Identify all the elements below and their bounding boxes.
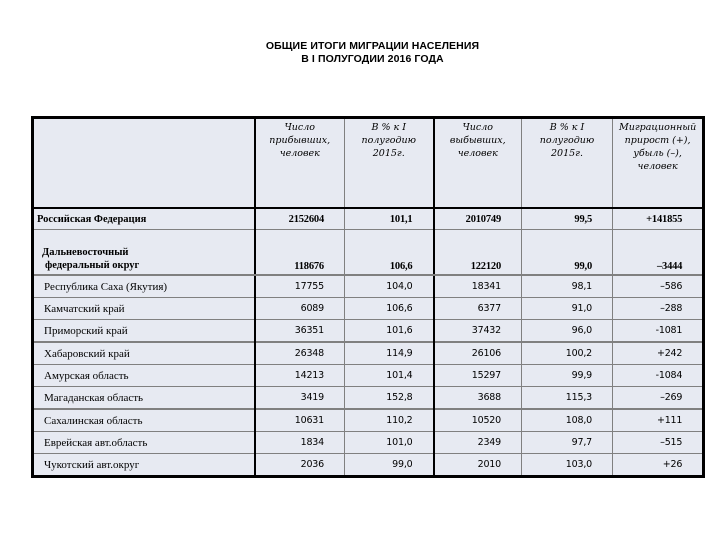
table-row [33, 432, 704, 454]
departed-pct-value: 98,1 [522, 275, 613, 298]
table-row-total [33, 208, 704, 230]
arrived-value: 14213 [255, 365, 345, 387]
arrived-value: 26348 [255, 342, 345, 365]
net-value: -1084 [613, 365, 704, 387]
header-departed: Число выбывших, человек [434, 118, 522, 209]
net-value: +26 [613, 454, 704, 477]
region-name: Приморский край [33, 320, 255, 343]
departed-value: 3688 [434, 387, 522, 410]
arrived-pct-value: 101,1 [345, 208, 434, 230]
region-name: Республика Саха (Якутия) [33, 275, 255, 298]
departed-pct-value: 91,0 [522, 298, 613, 320]
net-value: +242 [613, 342, 704, 365]
table-row [33, 298, 704, 320]
departed-pct-value: 96,0 [522, 320, 613, 343]
arrived-value: 3419 [255, 387, 345, 410]
departed-value: 18341 [434, 275, 522, 298]
table-row [33, 342, 704, 365]
net-value: -1081 [613, 320, 704, 343]
net-value: –586 [613, 275, 704, 298]
region-name: Сахалинская область [33, 409, 255, 432]
region-name: Еврейская авт.область [33, 432, 255, 454]
table-row [33, 454, 704, 477]
departed-pct-value: 115,3 [522, 387, 613, 410]
table-row-district [33, 230, 704, 276]
arrived-value: 6089 [255, 298, 345, 320]
region-name: Амурская область [33, 365, 255, 387]
departed-value: 37432 [434, 320, 522, 343]
header-arrived-pct: В % к I полугодию 2015г. [345, 118, 434, 209]
departed-value: 2349 [434, 432, 522, 454]
net-value: –288 [613, 298, 704, 320]
page-title [0, 40, 720, 66]
arrived-pct-value: 110,2 [345, 409, 434, 432]
migration-table [31, 116, 705, 478]
header-row [33, 118, 704, 209]
table-row [33, 320, 704, 343]
header-arrived: Число прибывших, человек [255, 118, 345, 209]
net-value: +111 [613, 409, 704, 432]
arrived-value: 1834 [255, 432, 345, 454]
departed-pct-value: 103,0 [522, 454, 613, 477]
net-value: +141855 [613, 208, 704, 230]
departed-value: 2010749 [434, 208, 522, 230]
region-name: Магаданская область [33, 387, 255, 410]
departed-value: 122120 [434, 230, 522, 276]
departed-value: 6377 [434, 298, 522, 320]
arrived-value: 10631 [255, 409, 345, 432]
region-name: Камчатский край [33, 298, 255, 320]
arrived-pct-value: 99,0 [345, 454, 434, 477]
arrived-pct-value: 101,6 [345, 320, 434, 343]
table-row [33, 387, 704, 410]
header-departed-pct: В % к I полугодию 2015г. [522, 118, 613, 209]
arrived-pct-value: 101,0 [345, 432, 434, 454]
arrived-pct-value: 114,9 [345, 342, 434, 365]
district-name-line-2: федеральный округ [45, 260, 140, 271]
arrived-pct-value: 106,6 [345, 230, 434, 276]
departed-pct-value: 99,5 [522, 208, 613, 230]
region-name: Хабаровский край [33, 342, 255, 365]
region-name: Чукотский авт.округ [33, 454, 255, 477]
departed-pct-value: 99,9 [522, 365, 613, 387]
departed-value: 26106 [434, 342, 522, 365]
departed-pct-value: 108,0 [522, 409, 613, 432]
net-value: –3444 [613, 230, 704, 276]
table-row [33, 365, 704, 387]
departed-pct-value: 99,0 [522, 230, 613, 276]
table-row [33, 275, 704, 298]
arrived-pct-value: 104,0 [345, 275, 434, 298]
net-value: –515 [613, 432, 704, 454]
arrived-value: 2152604 [255, 208, 345, 230]
departed-pct-value: 100,2 [522, 342, 613, 365]
arrived-pct-value: 106,6 [345, 298, 434, 320]
region-name [33, 230, 255, 276]
title-line-1: ОБЩИЕ ИТОГИ МИГРАЦИИ НАСЕЛЕНИЯ [265, 40, 480, 52]
arrived-pct-value: 101,4 [345, 365, 434, 387]
arrived-value: 2036 [255, 454, 345, 477]
header-region [33, 118, 255, 209]
arrived-value: 118676 [255, 230, 345, 276]
departed-value: 10520 [434, 409, 522, 432]
table-row [33, 409, 704, 432]
header-net-migration: Миграционный прирост (+), убыль (–), человек [613, 118, 704, 209]
region-name: Российская Федерация [33, 208, 255, 230]
arrived-value: 36351 [255, 320, 345, 343]
arrived-pct-value: 152,8 [345, 387, 434, 410]
title-line-2: В I ПОЛУГОДИИ 2016 ГОДА [301, 53, 444, 65]
net-value: –269 [613, 387, 704, 410]
arrived-value: 17755 [255, 275, 345, 298]
departed-pct-value: 97,7 [522, 432, 613, 454]
departed-value: 2010 [434, 454, 522, 477]
district-name-line-1: Дальневосточный [42, 247, 129, 258]
departed-value: 15297 [434, 365, 522, 387]
